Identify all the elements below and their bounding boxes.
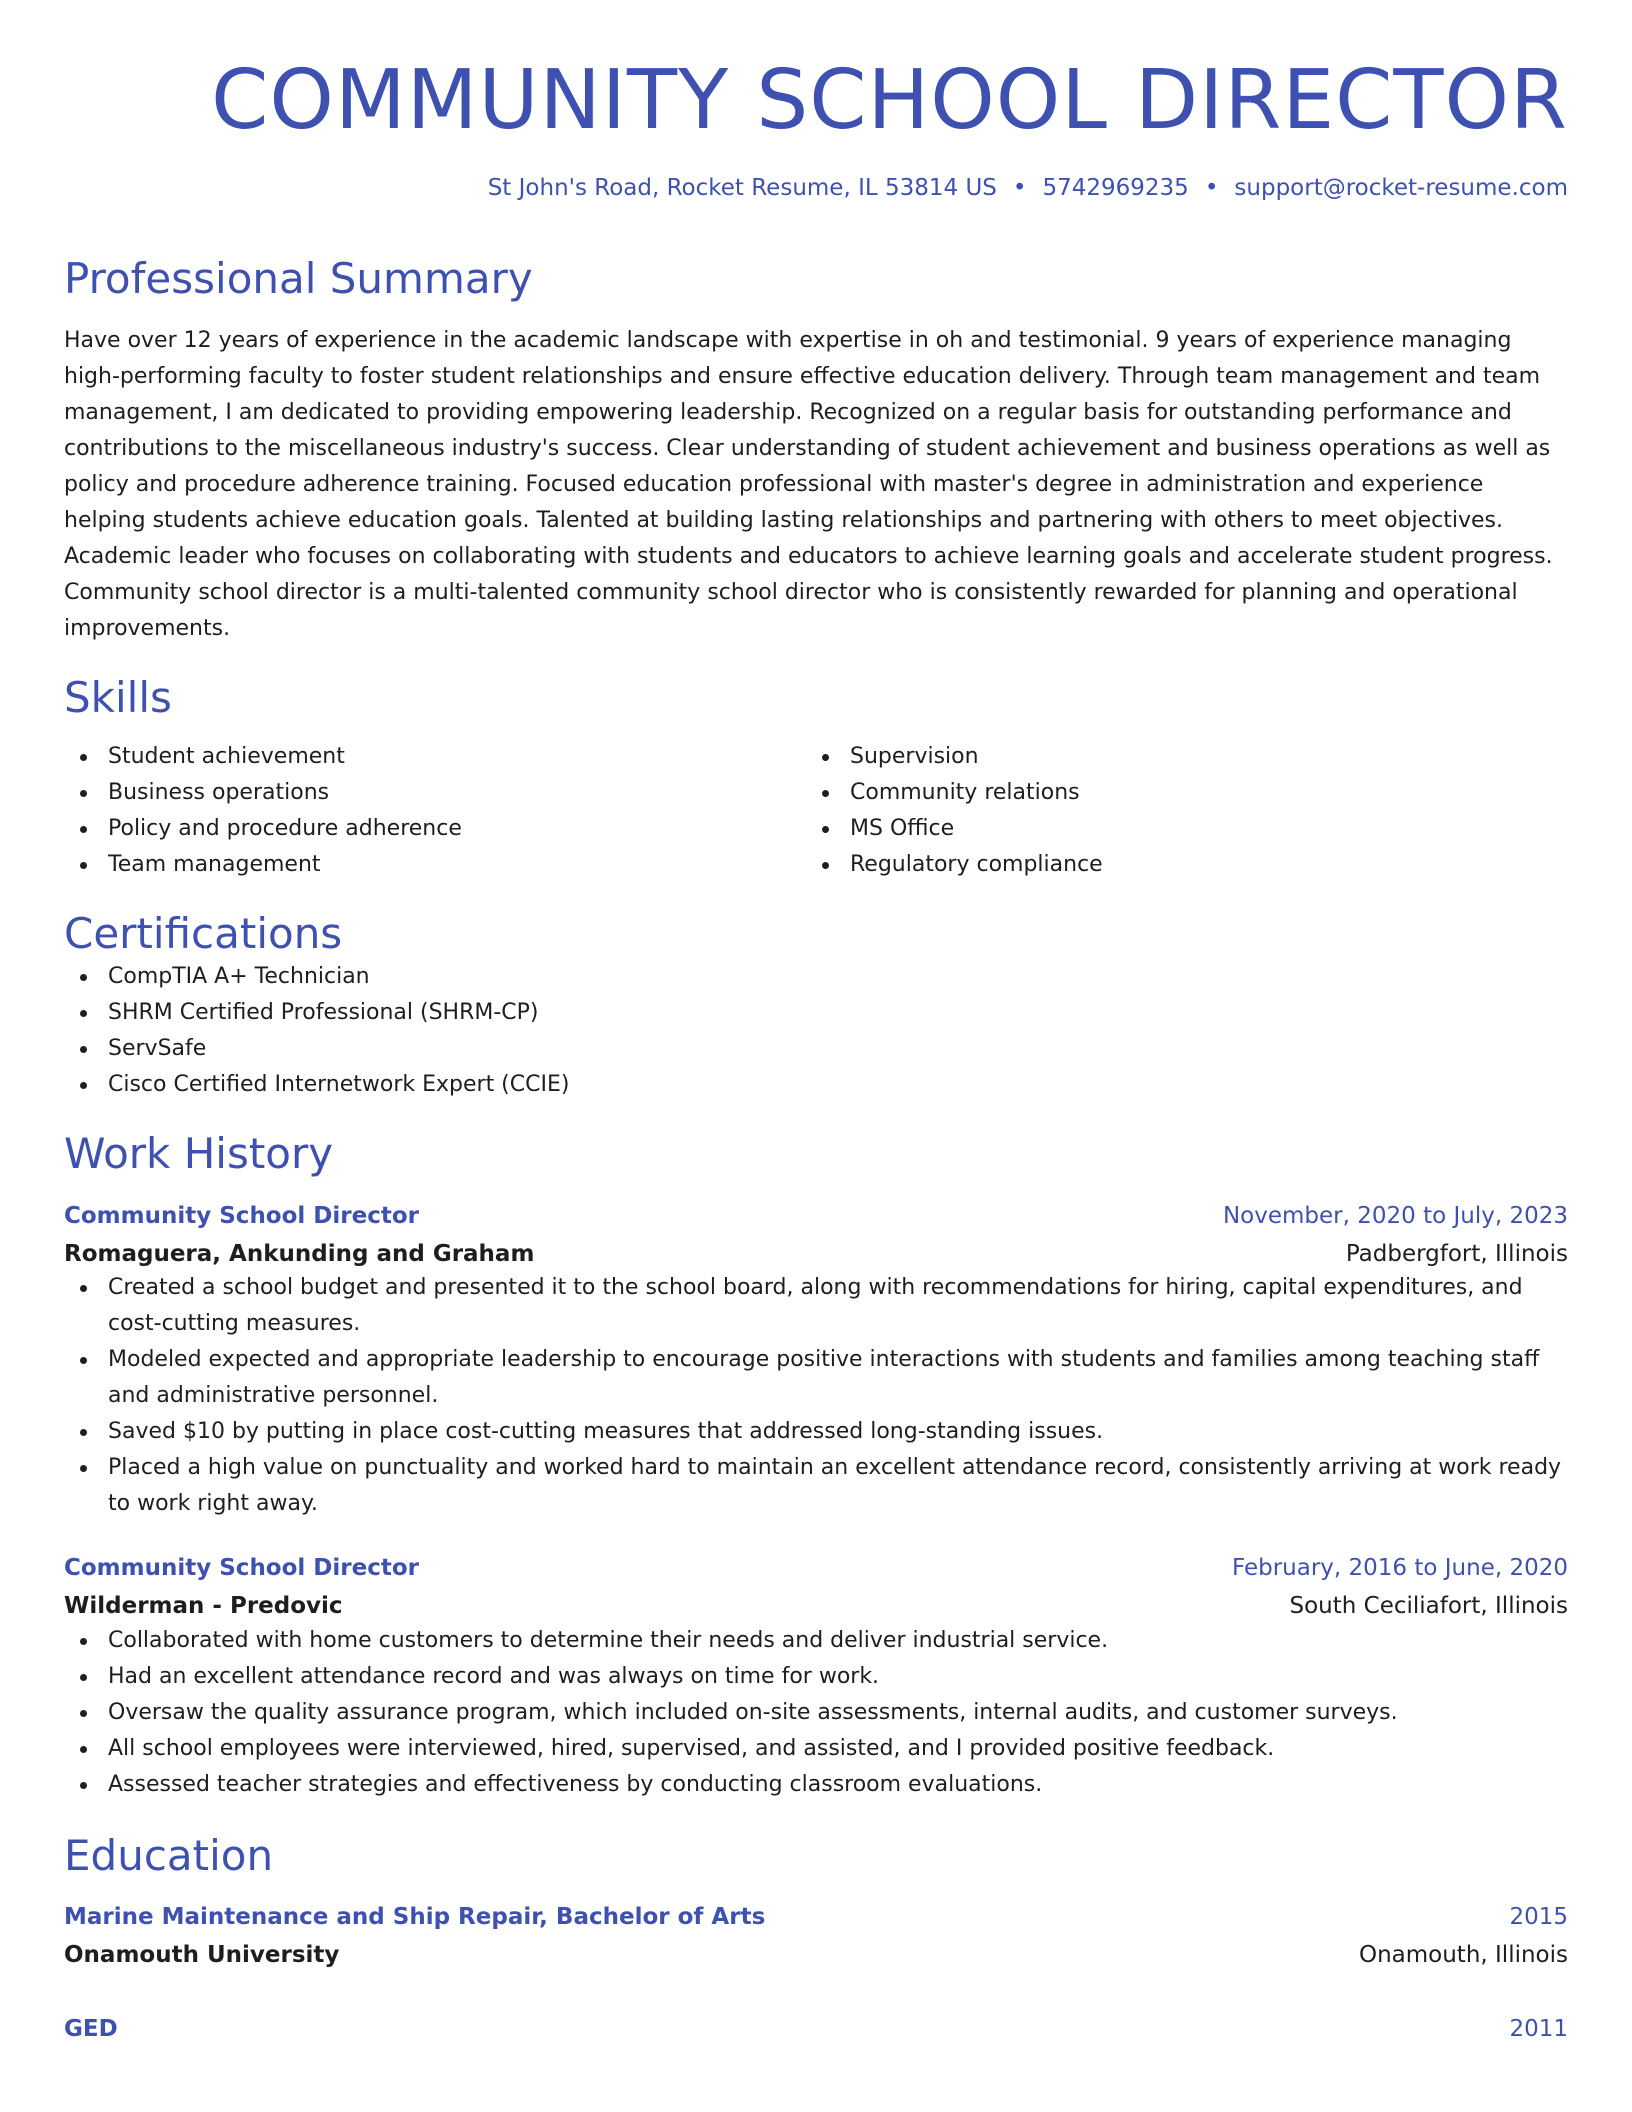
skill-item: Regulatory compliance: [806, 847, 1548, 883]
summary-heading: Professional Summary: [64, 254, 533, 304]
certifications-list: [64, 959, 1568, 1103]
skills-column-left: [64, 739, 806, 883]
certification-item: SHRM Certified Professional (SHRM-CP): [64, 995, 1568, 1031]
job-entry: [64, 1552, 1568, 1802]
education-degree: GED: [64, 2016, 118, 2043]
resume-title: COMMUNITY SCHOOL DIRECTOR: [211, 53, 1568, 148]
education-section: [64, 1831, 1568, 2046]
education-year: 2015: [1509, 1903, 1568, 1930]
education-degree: Marine Maintenance and Ship Repair, Bachelor of Arts: [64, 1903, 766, 1930]
contact-separator: •: [1012, 175, 1027, 202]
contact-separator: •: [1204, 175, 1219, 202]
job-location: South Ceciliafort, Illinois: [1289, 1593, 1568, 1620]
job-entry: [64, 1200, 1568, 1522]
contact-email[interactable]: support@rocket-resume.com: [1234, 175, 1568, 202]
job-bullet: Placed a high value on punctuality and worked hard to maintain an excellent attendance record, consistently arriving at work ready to work right away.: [64, 1450, 1568, 1522]
job-bullet: Assessed teacher strategies and effectiveness by conducting classroom evaluations.: [64, 1767, 1568, 1803]
job-bullet: Oversaw the quality assurance program, which included on-site assessments, internal audits, and customer surveys.: [64, 1695, 1568, 1731]
skill-item: Policy and procedure adherence: [64, 811, 806, 847]
education-year: 2011: [1509, 2016, 1568, 2043]
job-company-row: [64, 1232, 1568, 1270]
skills-list-left: [64, 739, 806, 883]
job-bullets: [64, 1270, 1568, 1522]
education-heading: Education: [64, 1830, 274, 1880]
skill-item: Business operations: [64, 775, 806, 811]
certification-item: Cisco Certified Internetwork Expert (CCIE): [64, 1067, 1568, 1103]
job-bullet: Saved $10 by putting in place cost-cutting measures that addressed long-standing issues.: [64, 1414, 1568, 1450]
contact-line: [64, 174, 1568, 204]
skills-grid: [64, 739, 1568, 883]
certification-item: ServSafe: [64, 1031, 1568, 1067]
job-bullet: Modeled expected and appropriate leadership to encourage positive interactions with students and families among teaching staff and administrative personnel.: [64, 1342, 1568, 1414]
work-history-heading: Work History: [64, 1129, 334, 1179]
work-history-section: [64, 1129, 1568, 1802]
skill-item: Supervision: [806, 739, 1548, 775]
skills-list-right: [806, 739, 1548, 883]
certification-item: CompTIA A+ Technician: [64, 959, 1568, 995]
summary-text: Have over 12 years of experience in the academic landscape with expertise in oh and testimonial. 9 years of experience managing high-performing faculty to foster student relationships and ensure effective education delivery. Through team management and team management, I am dedicated to providing empowering leadership. Recognized on a regular basis for outstanding performance and contributions to the miscellaneous industry's success. Clear understanding of student achievement and business operations as well as policy and procedure adherence training. Focused education professional with master's degree in administration and experience helping students achieve education goals. Talented at building lasting relationships and partnering with others to meet objectives. Academic leader who focuses on collaborating with students and educators to achieve learning goals and accelerate student progress. Community school director is a multi-talented community school director who is consistently rewarded for planning and operational improvements.: [64, 327, 1553, 641]
education-location: Onamouth, Illinois: [1358, 1942, 1568, 1969]
job-title: Community School Director: [64, 1555, 419, 1582]
skill-item: MS Office: [806, 811, 1548, 847]
education-school: Onamouth University: [64, 1942, 340, 1969]
job-bullet: All school employees were interviewed, hired, supervised, and assisted, and I provided positive feedback.: [64, 1731, 1568, 1767]
skill-item: Team management: [64, 847, 806, 883]
job-header-row: [64, 1552, 1568, 1584]
education-header-row: [64, 1901, 1568, 1933]
job-company-row: [64, 1584, 1568, 1622]
skills-section: [64, 673, 1568, 883]
skills-column-right: [806, 739, 1548, 883]
education-header-row: [64, 2013, 1568, 2045]
job-company: Romaguera, Ankunding and Graham: [64, 1241, 535, 1268]
education-school-row: [64, 1933, 1568, 1971]
certifications-section: [64, 909, 1568, 1103]
education-entry: [64, 2013, 1568, 2045]
skills-heading: Skills: [64, 672, 172, 722]
summary-section: [64, 254, 1568, 646]
contact-address: St John's Road, Rocket Resume, IL 53814 US: [487, 175, 997, 202]
job-bullet: Created a school budget and presented it to the school board, along with recommendations for hiring, capital expenditures, and cost-cutting measures.: [64, 1270, 1568, 1342]
job-header-row: [64, 1200, 1568, 1232]
certifications-heading: Certifications: [64, 909, 343, 959]
job-bullet: Collaborated with home customers to determine their needs and deliver industrial service.: [64, 1623, 1568, 1659]
skill-item: Community relations: [806, 775, 1548, 811]
education-entry: [64, 1901, 1568, 1971]
job-location: Padbergfort, Illinois: [1345, 1241, 1568, 1268]
job-dates: February, 2016 to June, 2020: [1231, 1555, 1568, 1582]
job-dates: November, 2020 to July, 2023: [1222, 1202, 1568, 1229]
job-title: Community School Director: [64, 1202, 419, 1229]
contact-phone[interactable]: 5742969235: [1042, 175, 1189, 202]
skill-item: Student achievement: [64, 739, 806, 775]
job-bullet: Had an excellent attendance record and was always on time for work.: [64, 1659, 1568, 1695]
job-company: Wilderman - Predovic: [64, 1593, 343, 1620]
job-bullets: [64, 1623, 1568, 1803]
